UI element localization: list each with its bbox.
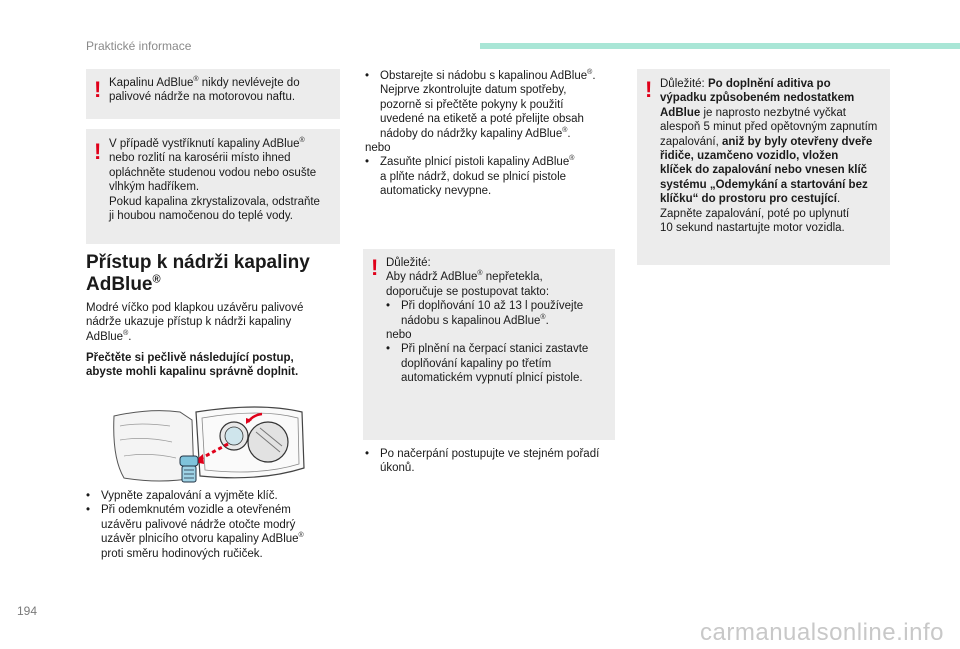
warning-box-1 <box>86 69 340 119</box>
warning-box-2 <box>86 129 340 244</box>
page-number: 194 <box>17 604 38 618</box>
section-accent-bar <box>480 43 960 49</box>
left-steps: • Vypněte zapalování a vyjměte klíč. • Při odemknutém vozidle a otevřeném uzávěru palivové nádrže otočte modrý uzávěr plnicího otvoru kapaliny AdBlue® proti směru hodinových ručiček. <box>86 490 304 560</box>
bullet-icon: • <box>386 300 391 313</box>
bullet-icon: • <box>365 156 370 169</box>
warning-text-2: V případě vystříknutí kapaliny AdBlue® nebo rozlití na karosérii místo ihned opláchněte studenou vodou nebo osušte vlhkým hadříkem. Pokud kapalina zkrystalizovala, odstraňte ji houbou namočenou do teplé vody. <box>109 137 320 223</box>
warning-icon: ! <box>94 139 102 164</box>
adblue-filler-cap-illustration <box>110 398 310 490</box>
watermark: carmanualsonline.info <box>700 619 944 646</box>
bullet-icon: • <box>86 490 91 502</box>
section-heading: Přístup k nádrži kapaliny AdBlue® <box>86 252 310 295</box>
final-step: • Po načerpání postupujte ve stejném pořadí úkonů. <box>365 448 600 475</box>
bullet-icon: • <box>365 448 370 460</box>
warning-icon: ! <box>645 77 653 102</box>
critical-note-text: Důležité: Po doplnění aditiva po výpadku způsobeném nedostatkem AdBlue je naprosto nezbytné vyčkat alespoň 5 minut před opětovným zapnutím zapalování, aniž by byly otevřeny dveře řidiče, uzamčeno vozidlo, vložen klíček do zapalování nebo vnesen klíč systému „Odemykání a startování bez klíčku“ do prostoru pro cestující. Zapněte zapalování, poté po uplynutí 10 sekund nastartujte motor vozidla. <box>660 78 878 235</box>
bullet-icon: • <box>365 70 370 82</box>
warning-icon: ! <box>371 255 379 280</box>
important-note-text: Důležité: Aby nádrž AdBlue® nepřetekla, doporučuje se postupovat takto: • Při doplňování 10 až 13 l používejte nádobu s kapalinou AdBlue®. nebo • Při plnění na čerpací stanici zastavte doplňování kapaliny po třetím automatickém vypnutí plnicí pistole. <box>386 257 589 385</box>
bullet-icon: • <box>86 504 91 517</box>
warning-icon: ! <box>94 77 102 102</box>
warning-text-1: Kapalinu AdBlue® nikdy nevlévejte do palivové nádrže na motorovou naftu. <box>109 76 300 104</box>
intro-paragraph: Modré víčko pod klapkou uzávěru palivové nádrže ukazuje přístup k nádrži kapaliny AdBlue®. <box>86 302 304 343</box>
important-note-box <box>363 249 615 440</box>
bold-note: Přečtěte si pečlivě následující postup, abyste mohli kapalinu správně doplnit. <box>86 352 299 379</box>
section-title: Praktické informace <box>86 39 192 53</box>
critical-note-box <box>637 69 890 265</box>
bullet-icon: • <box>386 343 391 356</box>
middle-steps: • Obstarejte si nádobu s kapalinou AdBlue®. Nejprve zkontrolujte datum spotřeby, pozorně si přečtěte pokyny k použití uvedené na etiketě a poté přelijte obsah nádoby do nádržky kapaliny AdBlue®. nebo • Zasuňte plnicí pistoli kapaliny AdBlue® a plňte nádrž, dokud se plnicí pistole automaticky nevypne. <box>365 69 596 198</box>
